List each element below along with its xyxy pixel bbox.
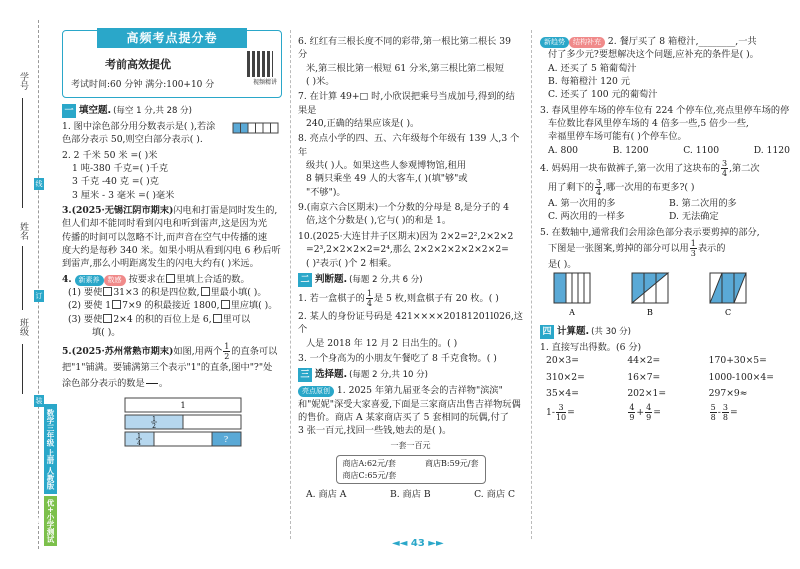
section-title: 判断题. [315, 273, 348, 285]
spine-brand: 优+小学测试卷 [44, 496, 57, 546]
calc-item: 35×4= [546, 387, 579, 399]
question-8: 8. 亮点小学的四、五、六年级每个年级有 139 人,3 个年 级共( )人。如果这些人参观博物馆,租用 8 辆只乘坐 49 人的大客车,( )(填"够"或 "不够")。 [298, 133, 520, 198]
column-3 [540, 34, 790, 424]
figure-label: B [647, 308, 653, 318]
grid-cell [241, 123, 249, 133]
choice-5: 5. 在数轴中,通常我们会用涂色部分表示要剪掉的部分, 下图是一张图案,剪掉的部分可以用 $\frac{1}{3}$ 表示的 是( )。 A B C [540, 226, 790, 322]
option-b[interactable]: B. 每箱橙汁 120 元 [548, 76, 630, 88]
tag-badge: 新素养 [75, 275, 104, 286]
calc-question-1: 1. 直接写出得数。(6 分) 20×3= 44×2= 170+30×5= 310×2= 16×7= 1000-100×4= 35×4= 202×1= 297×9≈ 1- $\frac{3}{10}$ = $\frac{4}{9}$ + $\frac{4}{9}$ = $\frac{5}{8}$ - $\frac{3}{8}$ = [540, 341, 790, 422]
calc-item: 310×2= [546, 371, 585, 383]
price-store-c: 商店C:65元/套 [342, 470, 397, 480]
bar-quarter-empty [154, 432, 212, 446]
bar-quarter-label-d: 4 [137, 439, 141, 447]
bar-question-mark: ? [223, 434, 229, 444]
strip-marker: 装 [35, 397, 43, 405]
grid-cell [271, 123, 279, 133]
calc-item: $\frac{4}{9}$ + $\frac{4}{9}$ = [629, 403, 661, 423]
question-4: 4. 新素养 数感 按要求在 里填上合适的数。 (1) 要使 31×3 的积是四位数, 里最小填( )。 (2) 要使 1 7×9 的积最接近 1800, 里应填( )。 (3) 要使 2×4 的积的百位上是 6, 里可以 填( )。 [62, 273, 278, 339]
section-number: 三 [298, 368, 312, 382]
option-c[interactable]: C. 还买了 100 元的葡萄汁 [548, 89, 658, 101]
tag-badge: 结构补充 [569, 37, 605, 48]
grid-cell [256, 123, 264, 133]
section-true-false [298, 273, 523, 287]
figure-c[interactable] [710, 273, 746, 317]
column-divider [531, 30, 532, 539]
fraction: $\frac{1}{2}$ [224, 341, 230, 361]
strip-marker: 订 [35, 292, 43, 300]
name-line [22, 246, 23, 310]
price-store-b: 商店B:59元/套 [425, 459, 479, 469]
calc-item: 44×2= [627, 355, 661, 367]
fraction: $\frac{1}{4}$ [366, 288, 372, 308]
question-10: 10.(2025·大连甘井子区期末)因为 2×2=2²,2×2×2 =2³,2×2×2×2=2⁴,那么 2×2×2×2×2×2×2= ( )²表示( )个 2 相乘。 [298, 230, 514, 269]
exam-subtitle: 考前高效提优 [105, 58, 171, 71]
fraction-grid-figure [232, 122, 280, 134]
calc-item: $\frac{5}{8}$ - $\frac{3}{8}$ = [710, 403, 738, 423]
qr-caption: 视频精讲 [252, 79, 277, 86]
strip-marker: 线 [35, 180, 43, 188]
section-number: 一 [62, 104, 76, 118]
blank-box[interactable] [112, 300, 121, 309]
bar-half-label: 1 [152, 415, 156, 423]
student-id-label: 学号 [18, 72, 29, 90]
section-multiple-choice [298, 368, 523, 382]
figure-a[interactable] [554, 273, 590, 317]
bar-half-empty [183, 415, 241, 429]
class-line [22, 344, 23, 394]
blank-box[interactable] [213, 314, 222, 323]
price-store-a: 商店A:62元/套 [342, 459, 396, 469]
grid-cell [263, 123, 271, 133]
figure-label: A [569, 308, 575, 318]
question-1: 1. 图中涂色部分用分数表示是( ),若涂 色部分表示 50,则空白部分表示( ). [62, 120, 282, 147]
figure-label: C [724, 308, 732, 318]
option-a[interactable]: A. 800 [548, 144, 579, 156]
calc-item: 1000-100×4= [708, 371, 774, 383]
question-5: 5.(2025·苏州常熟市期末)如图,用两个 $\frac{1}{2}$ 的直条可以 把"1"铺满。要铺满第三个表示"1"的直条,图中"?"处 涂色部分表示的数是 。 1 1 2 1 4 ? [62, 341, 278, 447]
class-label: 班级 [18, 318, 29, 336]
section-fill-blank [62, 104, 282, 118]
fraction: $\frac{3}{4}$ [595, 178, 602, 198]
binding-strip [0, 0, 58, 569]
option-a[interactable]: A. 还买了 5 箱葡萄汁 [548, 62, 637, 74]
fraction: $\frac{3}{4}$ [721, 159, 728, 179]
option-a[interactable]: A. 第一次用的多 [548, 198, 616, 210]
section-number: 二 [298, 273, 312, 287]
qr-code-icon[interactable] [247, 51, 273, 77]
section-note: (每题 2 分,共 10 分) [349, 370, 428, 381]
section-number: 四 [540, 325, 554, 339]
calc-item: 1- $\frac{3}{10}$ = [546, 403, 575, 423]
blank-box[interactable] [103, 314, 112, 323]
bar-whole-label: 1 [180, 400, 186, 410]
answer-fraction[interactable] [146, 374, 158, 393]
option-d[interactable]: D. 无法确定 [669, 211, 719, 223]
option-b[interactable]: B. 商店 B [389, 489, 431, 501]
pattern-options-figure [540, 271, 780, 317]
choice-1: 亮点原创 1. 2025 年第九届亚冬会的吉祥物"滨滨" 和"妮妮"深受大家喜爱,下面是三家商店出售吉祥物玩偶 的售价。商店 A 某家商店买了 5 套相同的玩偶,付了 3 张一百元,找回一些钱,她去的是( )。 一套一百元 商店A:62元/套 商店B:59元/套 商店C:65元/套 A. 商店 A B. 商店 B C. 商店 C [298, 384, 523, 502]
section-title: 填空题. [79, 105, 112, 117]
strip-bars-figure [124, 397, 242, 449]
option-c[interactable]: C. 1100 [683, 144, 720, 156]
judge-2: 2. 某人的身份证号码是 421××××20181201l026,这个 人是 2018 年 12 月 2 日出生的。( ) [298, 310, 523, 349]
judge-1: 1. 若一盒棋子的 $\frac{1}{4}$ 是 5 枚,则盒棋子有 20 枚。( ) [298, 288, 499, 308]
calc-grid [546, 354, 790, 422]
question-7: 7. 在计算 49+□ 时,小欣误把乘号当成加号,得到的结果是 240,正确的结果应该是( )。 [298, 91, 515, 130]
bar-quarter-label: 1 [137, 432, 141, 440]
page-number: ◄◄ 43 ►► [392, 538, 444, 549]
fraction: $\frac{1}{3}$ [690, 239, 696, 259]
section-note: (共 30 分) [591, 326, 631, 337]
tag-badge: 数感 [104, 275, 126, 286]
question-9: 9.(南京六合区期末)一个分数的分母是 8,是分子的 4 倍,这个分数是( ),它与( )的和是 1。 [298, 202, 509, 227]
grid-cell [248, 123, 256, 133]
column-1 [62, 30, 282, 455]
option-c[interactable]: C. 商店 C [474, 489, 515, 501]
choice-2: 新趋势 结构补充 2. 餐厅买了 8 箱橙汁,________,一共 付了多少元?要想解决这个问题,应补充的条件是( )。 A. 还买了 5 箱葡萄汁 B. 每箱橙汁 120 元 C. 还买了 100 元的葡萄汁 [540, 35, 790, 102]
exam-title: 高频考点提分卷 [97, 28, 247, 48]
question-2: 2. 2 千米 50 米 =( )米 1 吨-380 千克=( )千克 3 千克 -40 克 =( )克 3 厘米 - 3 毫米 =( )毫米 [62, 149, 175, 201]
spine-title: 数学三年级 上册 人教版 [44, 404, 57, 494]
column-2 [298, 34, 523, 504]
tag-badge: 亮点原创 [298, 386, 334, 397]
calc-item: 202×1= [627, 387, 667, 399]
price-box [336, 455, 486, 484]
grid-cell [233, 123, 241, 133]
bar-half-label-d: 2 [152, 422, 156, 430]
column-divider [290, 30, 291, 539]
calc-item: 20×3= [546, 355, 579, 367]
section-note: (每空 1 分,共 28 分) [113, 105, 192, 116]
section-title: 计算题. [557, 325, 590, 337]
price-heading: 一套一百元 [390, 440, 431, 450]
blank-box[interactable] [221, 300, 230, 309]
option-b[interactable]: B. 1200 [612, 144, 649, 156]
name-label: 姓名 [18, 222, 29, 240]
grid-cells [233, 123, 278, 133]
choice-4: 4. 妈妈用一块布做裤子,第一次用了这块布的 $\frac{3}{4}$ ,第二次 用了剩下的 $\frac{3}{4}$ ,哪一次用的布更多?( ) A. 第一次用的多 B. 第二次用的多 C. 两次用的一样多 D. 无法确定 [540, 159, 790, 224]
calc-item: 170+30×5= [708, 355, 767, 367]
question-6: 6. 红红有三根长度不同的彩带,第一根比第二根长 39 分 米,第三根比第一根短 61 分米,第三根比第二根短 ( )米。 [298, 36, 511, 88]
cut-line [38, 20, 39, 549]
blank-box[interactable] [166, 274, 175, 283]
student-id-line [22, 98, 23, 208]
blank-box[interactable] [103, 287, 112, 296]
blank-box[interactable] [201, 287, 210, 296]
exam-header [62, 30, 282, 98]
choice-3: 3. 春风里停车场的停车位有 224 个停车位,亮点里停车场的停 车位数比春风里停车场的 4 倍多一些,5 倍少一些, 幸福里停车场可能有( )个停车位。 A. 800 B. 1200 C. 1100 D. 1120 [540, 104, 790, 156]
option-b[interactable]: B. 第二次用的多 [669, 198, 737, 210]
section-calculation [540, 325, 790, 339]
question-3: 3.(2025·无锡江阴市期末)闪电和打雷是同时发生的, 但人们却不能同时看到闪电和听到雷声,这是因为光 传播的时间可以忽略不计,而声音在空气中传播的速 度大约是每秒 340 米。如果小明从看到闪电 6 秒后听 到雷声,那么小明距离发生的闪电大约有( )米远。 [62, 205, 281, 270]
option-c[interactable]: C. 两次用的一样多 [548, 211, 625, 223]
section-title: 选择题. [315, 369, 348, 381]
tag-badge: 新趋势 [540, 37, 569, 48]
calc-item: 297×9≈ [708, 387, 748, 399]
option-d[interactable]: D. 1120 [753, 144, 790, 156]
figure-b[interactable] [632, 273, 668, 317]
option-a[interactable]: A. 商店 A [306, 489, 347, 501]
section-note: (每题 2 分,共 6 分) [349, 274, 423, 285]
judge-3: 3. 一个身高为的小朋友午餐吃了 8 千克食物。( ) [298, 352, 497, 364]
calc-item: 16×7= [627, 371, 661, 383]
exam-meta: 考试时间:60 分钟 满分:100+10 分 [71, 80, 215, 90]
